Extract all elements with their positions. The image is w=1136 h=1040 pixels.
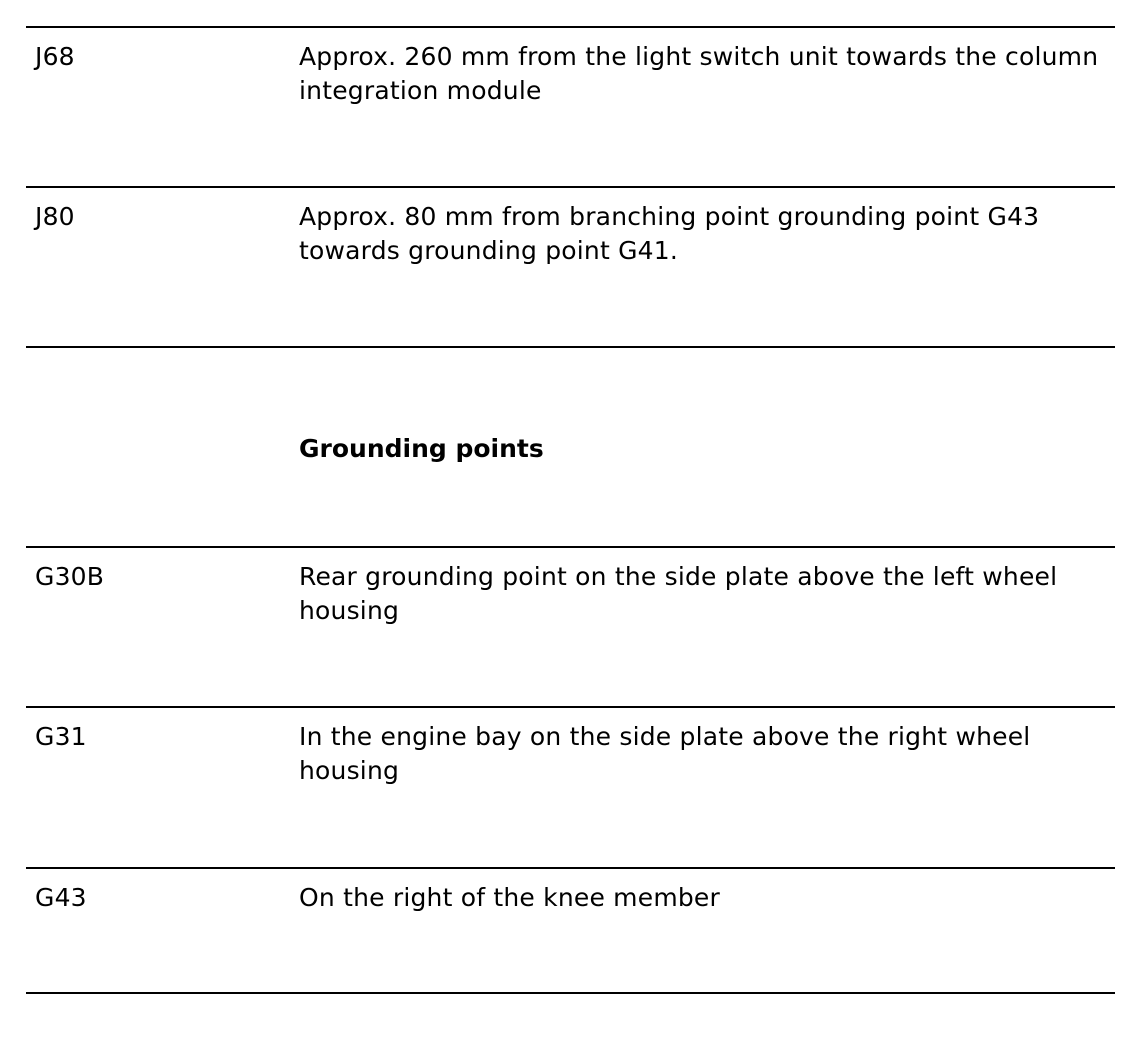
row-description: Rear grounding point on the side plate above the left wheel housing <box>299 562 1058 625</box>
grounding-table <box>26 26 1115 994</box>
row-code: J68 <box>35 42 75 71</box>
row-code: G30B <box>35 562 105 591</box>
row-description: Approx. 80 mm from branching point grounding point G43 towards grounding point G41. <box>299 202 1040 265</box>
table-row-g43 <box>26 867 1115 994</box>
table-row-g30b <box>26 546 1115 706</box>
row-description: In the engine bay on the side plate above the right wheel housing <box>299 722 1031 785</box>
row-description: Approx. 260 mm from the light switch unit towards the column integration module <box>299 42 1099 105</box>
section-heading-row <box>26 346 1115 546</box>
row-code: J80 <box>35 202 75 231</box>
table-row-g31 <box>26 706 1115 867</box>
section-heading: Grounding points <box>299 434 544 463</box>
row-code: G43 <box>35 883 87 912</box>
table-row-j68 <box>26 26 1115 186</box>
table-row-j80 <box>26 186 1115 346</box>
row-description: On the right of the knee member <box>299 883 720 912</box>
row-code: G31 <box>35 722 87 751</box>
